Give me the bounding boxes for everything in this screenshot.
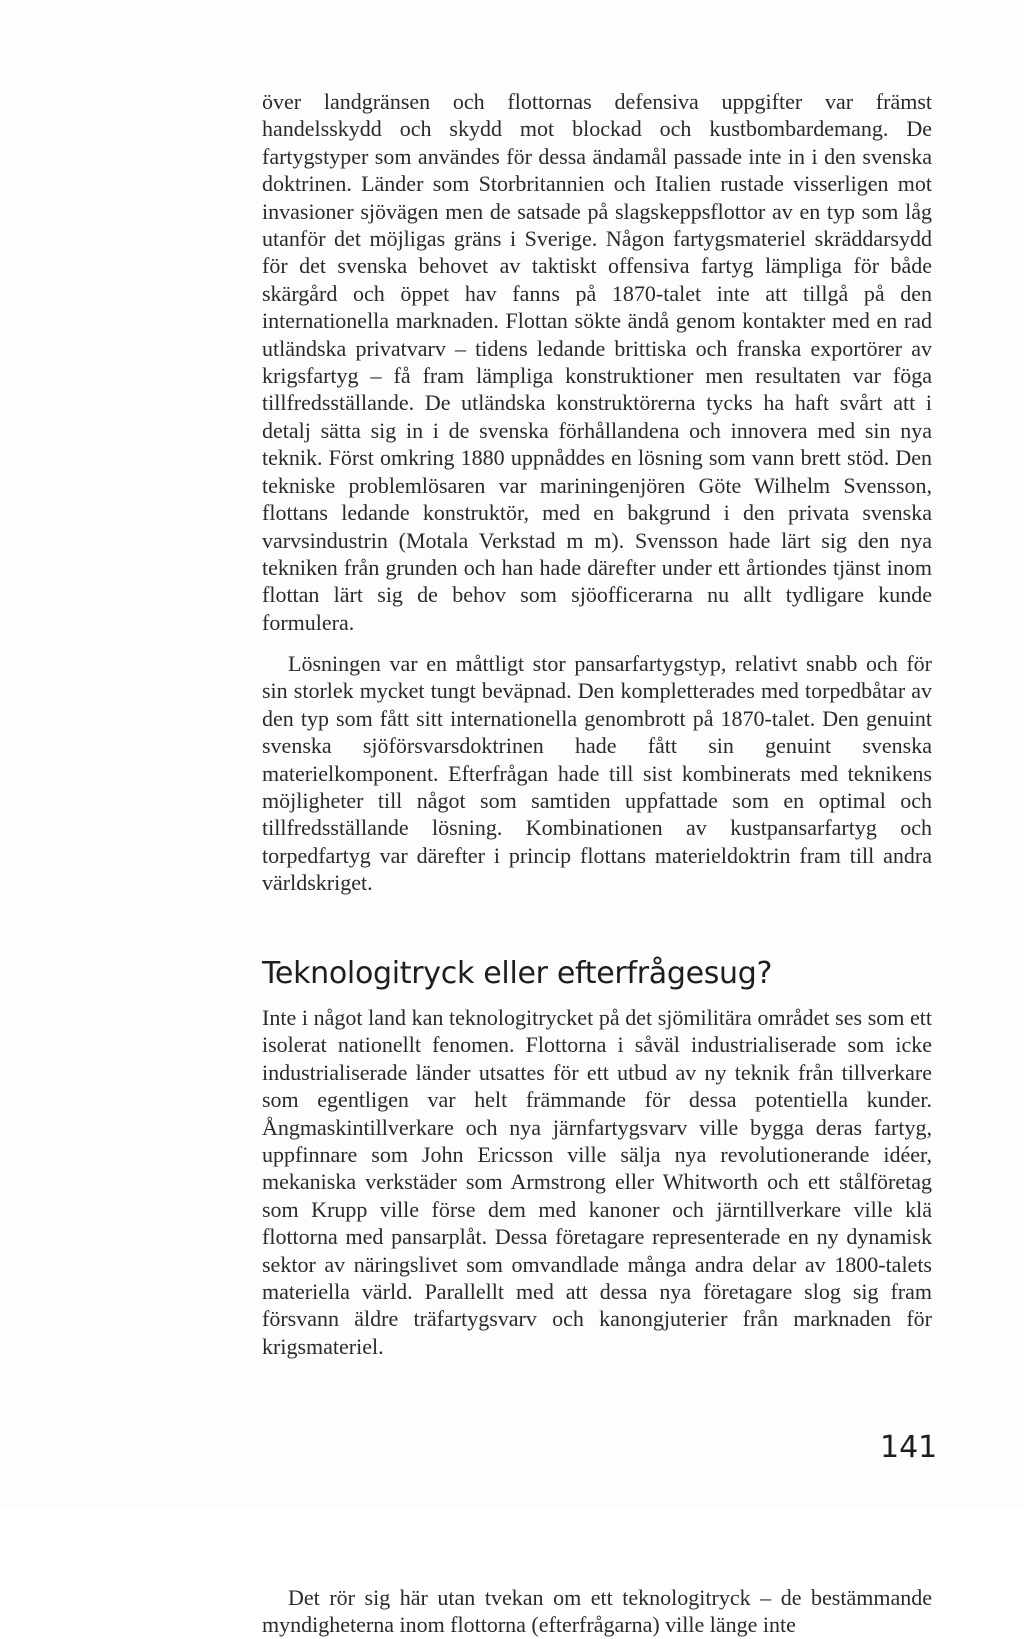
page-number: 141 (880, 1430, 938, 1465)
body-paragraph-1: över landgränsen och flottornas defensiva uppgifter var främst handelsskydd och skydd mot blockad och kustbombardemang. De fartygstyper som användes för dessa ändamål passade inte in i den svenska doktrinen. Länder som Storbritannien och Italien rustade visserligen mot invasioner sjövägen men de satsade på slagskeppsflottor av en typ som låg utanför det möjligas gräns i Sverige. Någon fartygsmateriel skräddarsydd för det svenska behovet av taktiskt offensiva fartyg lämpliga för både skärgård och öppet hav fanns på 1870-talet inte att tillgå på den internationella marknaden. Flottan sökte ändå genom kontakter med en rad utländska privatvarv – tidens ledande brittiska och franska exportörer av krigsfartyg – få fram lämpliga konstruktioner men resultaten var föga tillfredsställande. De utländska konstruktörerna tycks ha haft svårt att i detalj sätta sig in i de svenska förhållandena och innovera med sin nya teknik. Först omkring 1880 uppnåddes en lösning som vann brett stöd. Den tekniske problemlösaren var mariningenjören Göte Wilhelm Svensson, flottans ledande konstruktör, med en bakgrund i den privata svenska varvsindustrin (Motala Verkstad m m). Svensson hade lärt sig den nya tekniken från grunden och han hade därefter under ett årtiondes tjänst inom flottan lärt sig de behov som sjöofficerarna nu allt tydligare kunde formulera. (262, 89, 932, 635)
section-heading-wrap (262, 956, 932, 1004)
body-paragraph-2: Lösningen var en måttligt stor pansarfartygstyp, relativt snabb och för sin storlek mycket tungt beväpnad. Den kompletterades med torpedbåtar av den typ som fått sitt internationella genombrott på 1870-talet. Den genuint svenska sjöförsvarsdoktrinen hade fått sin genuint svenska materielkomponent. Efterfrågan hade till sist kombinerats med teknikens möjligheter till något som samtiden uppfattade som en optimal och tillfredsställande lösning. Kombinationen av kustpansarfartyg och torpedfartyg var därefter i princip flottans materieldoktrin fram till andra världskriget. (262, 651, 932, 896)
section-heading: Teknologitryck eller efterfrågesug? (262, 956, 773, 991)
text-column (262, 88, 932, 1639)
body-paragraph-4: Det rör sig här utan tvekan om ett teknologitryck – de bestämmande myndigheterna inom flottorna (efterfrågarna) ville länge inte (262, 1585, 932, 1638)
body-paragraph-3: Inte i något land kan teknologitrycket på det sjömilitära området ses som ett isolerat nationellt fenomen. Flottorna i såväl industrialiserade som icke industrialiserade länder utsattes för ett utbud av ny teknik från tillverkare som egentligen var helt främmande för dessa potentiella kunder. Ångmaskintillverkare och nya järnfartygsvarv ville bygga deras fartyg, uppfinnare som John Ericsson ville sälja nya revolutionerande idéer, mekaniska verkstäder som Armstrong eller Whitworth och ett stålföretag som Krupp ville förse dem med kanoner och järntillverkare ville klä flottorna med pansarplåt. Dessa företagare representerade en ny dynamisk sektor av näringslivet som omvandlade många andra delar av 1800-talets materiella värld. Parallellt med att dessa nya företagare slog sig fram försvann äldre träfartygsvarv och kanongjuterier från marknaden för krigsmateriel. (262, 1005, 932, 1359)
